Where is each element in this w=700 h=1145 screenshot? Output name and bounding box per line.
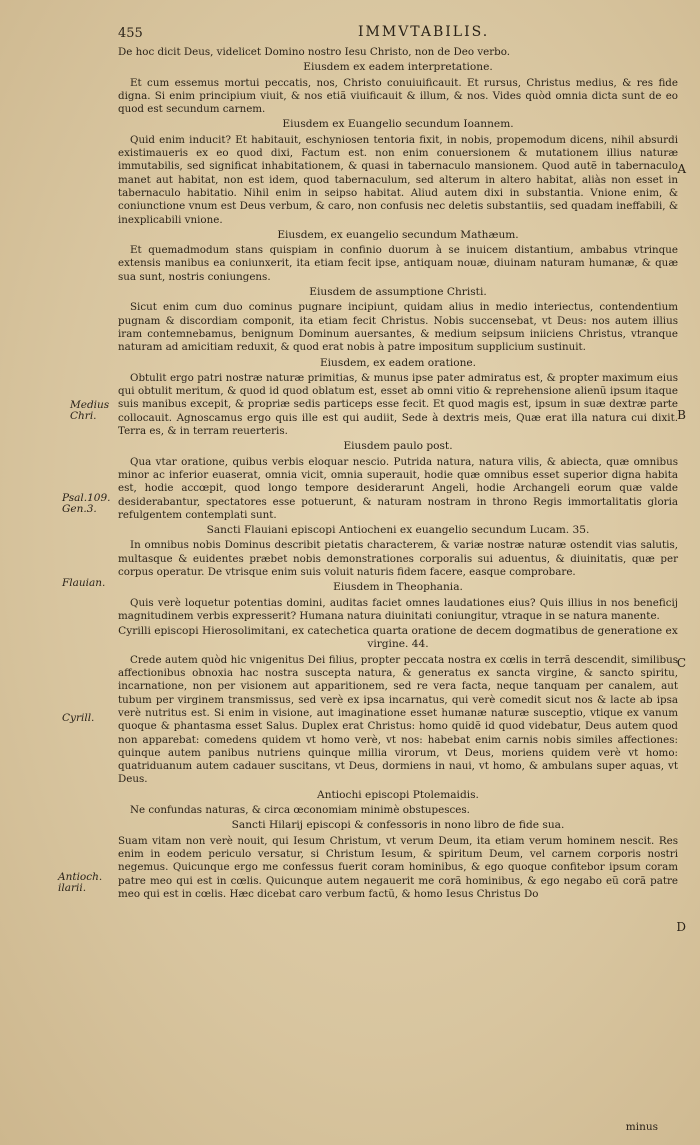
paragraph: Obtulit ergo patri nostræ naturæ primitias, & munus ipse pater admiratus est, & propter maximum eius qui obtulit meritum, & quod id quod oblatum est, esset ab omni vitio & reprehensione alienũ ipsum itaque suis manibus excepit, & propriæ sedis particeps esse fecit. Et quod magis est, ipsum in suæ dextræ parte collocauit. Agnoscamus ergo quis ille est qui audiit, Sede à dextris meis, Quæ erat illa natura cui dixit. Terra es, & in terram reuerteris.: [118, 371, 678, 438]
section-heading: Eiusdem in Theophania.: [333, 581, 463, 594]
running-title: IMMVTABILIS.: [358, 24, 490, 40]
paragraph: Et cum essemus mortui peccatis, nos, Christo conuiuificauit. Et rursus, Christus medius, & res fide digna. Si enim principium viuit, & nos etiã viuificauit & illum, & nos. Vides quòd omnia dicta sunt de eo quod est secundum carnem.: [118, 76, 678, 116]
catchword: minus: [625, 1121, 658, 1133]
side-letter-d: D: [676, 920, 686, 934]
section-heading: Eiusdem de assumptione Christi.: [309, 286, 487, 299]
paragraph: Sicut enim cum duo cominus pugnare incipiunt, quidam alius in medio interiectus, contendentium pugnam & discordiam componit, ita etiam fecit Christus. Nobis succensebat, vt Deus: nos autem illius iram contemnebamus, benignum Dominum auersantes, & medium seipsum iniiciens Christus, vtranque naturam ad amicitiam reduxit, & quod erat nobis à patre impositum supplicium sustinuit.: [118, 301, 678, 354]
page-number: 455: [118, 26, 143, 41]
paragraph: De hoc dicit Deus, videlicet Domino nostro Iesu Christo, non de Deo verbo.: [118, 46, 511, 58]
side-letter-c: C: [676, 656, 686, 670]
section-heading: Eiusdem, ex euangelio secundum Mathæum.: [277, 228, 519, 241]
margin-note-flauian: Flauian.: [62, 577, 106, 589]
margin-note-cyrill: Cyrill.: [62, 712, 95, 724]
section-heading: Eiusdem ex Euangelio secundum Ioannem.: [282, 118, 514, 131]
section-heading: Sancti Hilarij episcopi & confessoris in nono libro de fide sua.: [231, 819, 565, 832]
section-heading: Antiochi episcopi Ptolemaidis.: [317, 788, 479, 801]
page-header: [118, 22, 660, 44]
paragraph: Crede autem quòd hic vnigenitus Dei filius, propter peccata nostra ex cœlis in terrã descendit, similibus affectionibus obnoxia hac nostra suscepta natura, & generatus ex sancta virgine, & sancto spiritu, incarnatione, non per visionem aut apparitionem, sed re vera facta, neque tanquam per canalem, aut tubum per virginem transmissus, sed verè ex ipsa incarnatus, qui verè comedit sicut nos & lacte ab ipsa verè nutritus est. Si enim in visione, aut imaginatione esset humanæ naturæ susceptio, vtique ex vanum quoque & phantasma esset Salus. Duplex erat Christus: homo quidẽ id quod videbatur, Deus autem quod non apparebat: comedens quidem vt homo verè, vt nos: habebat enim carnis nobis similes affectiones: quinque autem panibus nutriens quinque millia virorum, vt Deus, moriens quidem verè vt homo: quatriduanum autem cadauer suscitans, vt Deus, dormiens in naui, vt homo, & ambulans super aquas, vt Deus.: [118, 653, 678, 786]
section-heading: Eiusdem, ex eadem oratione.: [319, 356, 477, 369]
margin-note-antioch: Antioch. ilarii.: [58, 871, 103, 894]
side-letter-a: A: [677, 162, 686, 176]
paragraph: In omnibus nobis Dominus describit pietatis characterem, & variæ nostræ naturæ ostendit vias salutis, multasque & euidentes præbet nobis demonstrationes corporalis sui aduentus, & diuinitatis, quæ per corpus operatur. De vtrisque enim suis voluit naturis fidem facere, easque comprobare.: [118, 539, 678, 578]
margin-note-medius: Medius Chri.: [70, 399, 110, 422]
paragraph: Qua vtar oratione, quibus verbis eloquar nescio. Putrida natura, natura vilis, & abiecta, quæ omnibus minor ac inferior euaserat, omnia vicit, omnia superauit, hodie quæ omnibus esset superior digna habita est, hodie accœpit, quod longo tempore desiderarunt Angeli, hodie Archangeli eorum quæ valde desiderabantur, spectatores esse potuerunt, & naturam nostram in throno Regis immortalitatis gloria refulgentem contemplati sunt.: [118, 455, 678, 521]
paragraph: Quid enim inducit? Et habitauit, eschyniosen tentoria fixit, in nobis, propemodum dicens, nihil absurdi existimaueris ex eo quod dixi, Factum est. non enim conuersionem & mutationem illius naturæ immutabilis, sed significat inhabitationem, & quasi in tabernaculo mansionem. Quod autẽ in tabernaculo manet aut habitat, non est idem, quod tabernaculum, sed alterum in altero habitat, aliàs non esset in tabernaculo habitatio. Nihil enim in seipso habitat. Aliud autem dixi in substantia. Vnione enim, & coniunctione vnum est Deus verbum, & caro, non confusis nec deletis substantiis, sed quadam ineffabili, & inexplicabili vnione.: [118, 133, 678, 226]
section-heading: Eiusdem ex eadem interpretatione.: [303, 61, 493, 74]
section-heading: Eiusdem paulo post.: [343, 440, 453, 453]
margin-note-psal: Psal.109. Gen.3.: [62, 492, 111, 515]
section-heading: Sancti Flauiani episcopi Antiocheni ex euangelio secundum Lucam. 35.: [206, 524, 590, 537]
page-body-text: [118, 46, 678, 903]
side-letter-b: B: [677, 408, 686, 422]
paragraph: Suam vitam non verè nouit, qui Iesum Christum, vt verum Deum, ita etiam verum hominem nescit. Res enim in eodem periculo versatur, si Christum Iesum, & spiritum Deum, vel carnem corporis nostri negemus. Quicunque ergo me confessus fuerit coram hominibus, & ego quoque confitebor ipsum coram patre meo qui est in cœlis. Quicunque autem negauerit me corã hominibus, & ego negabo eũ corã patre meo qui est in cœlis. Hæc dicebat caro verbum factũ, & homo Iesus Christus Do: [118, 834, 678, 900]
paragraph: Quis verè loquetur potentias domini, auditas faciet omnes laudationes eius? Quis illius in nos beneficij magnitudinem verbis expresserit? Humana natura diuinitati coniungitur, vtraque in se natura manente.: [118, 596, 678, 622]
paragraph: Et quemadmodum stans quispiam in confinio duorum à se inuicem distantium, ambabus vtrinque extensis manibus ea coniunxerit, ita etiam fecit ipse, antiquam nouæ, diuinam naturam humanæ, & quæ sua sunt, nostris coniungens.: [118, 244, 678, 283]
section-heading: Cyrilli episcopi Hierosolimitani, ex catechetica quarta oratione de decem dogmatibus de generatione ex virgine. 44.: [118, 625, 678, 651]
paragraph: Ne confundas naturas, & circa œconomiam minimè obstupesces.: [130, 804, 470, 817]
